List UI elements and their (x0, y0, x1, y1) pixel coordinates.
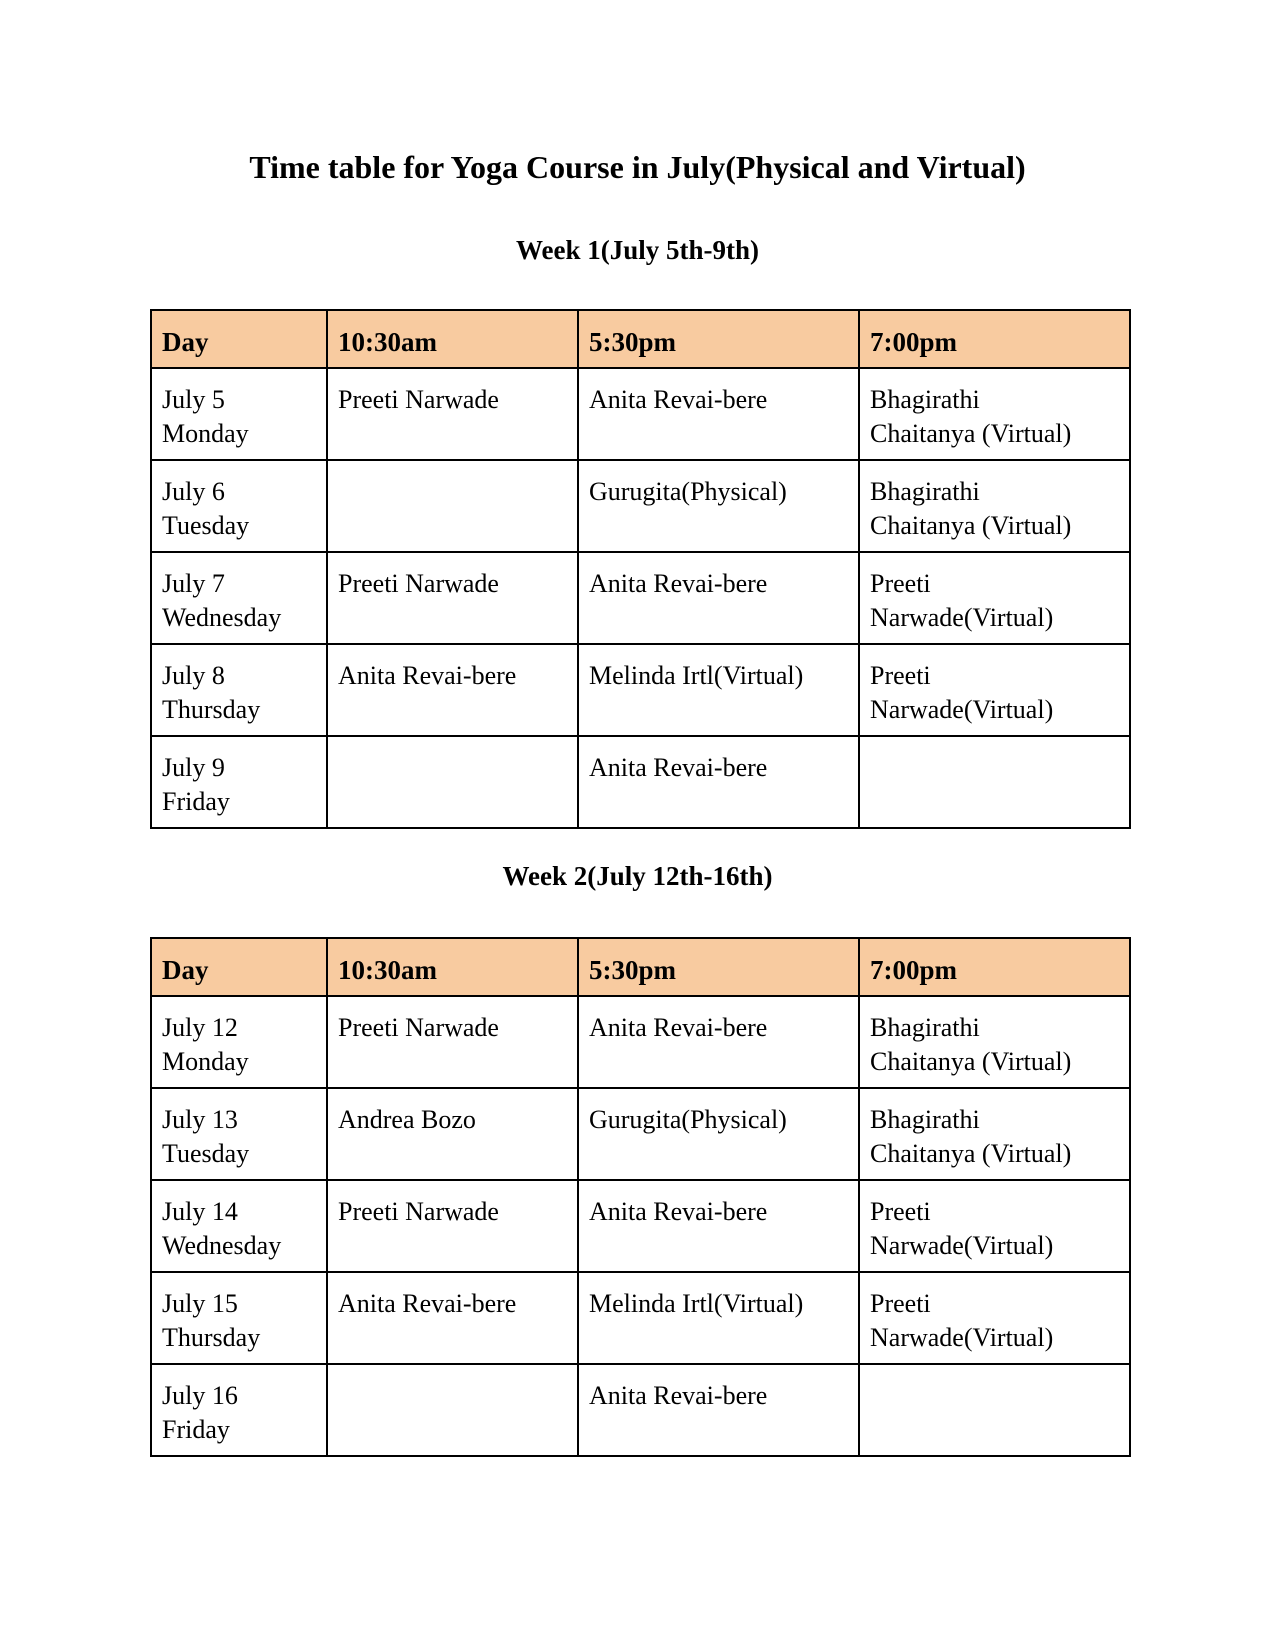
instructor-line-2: Narwade(Virtual) (870, 1231, 1054, 1260)
table-row (151, 736, 1130, 828)
weekday-label: Friday (162, 787, 230, 816)
weekday-label: Thursday (162, 695, 261, 724)
slot-700pm-cell (859, 460, 1130, 552)
table-row (151, 1180, 1130, 1272)
slot-1030am-cell: Anita Revai-bere (327, 1272, 578, 1364)
weekday-label: Friday (162, 1415, 230, 1444)
table-header (151, 310, 1130, 368)
header-row (151, 938, 1130, 996)
slot-1030am-cell: Andrea Bozo (327, 1088, 578, 1180)
slot-700pm-cell (859, 1088, 1130, 1180)
table-row (151, 996, 1130, 1088)
instructor-line-1: Preeti (870, 569, 931, 598)
day-cell (151, 736, 327, 828)
day-cell (151, 1180, 327, 1272)
slot-530pm-cell: Melinda Irtl(Virtual) (578, 644, 859, 736)
weekday-label: Tuesday (162, 1139, 250, 1168)
table-header (151, 938, 1130, 996)
header-1030am: 10:30am (327, 938, 578, 996)
table-row (151, 1272, 1130, 1364)
week-1-schedule-table (150, 309, 1131, 829)
day-cell (151, 552, 327, 644)
day-cell (151, 1364, 327, 1456)
slot-700pm-cell (859, 996, 1130, 1088)
day-cell (151, 460, 327, 552)
weekday-label: Wednesday (162, 1231, 282, 1260)
table-row (151, 552, 1130, 644)
weekday-label: Tuesday (162, 511, 250, 540)
date-label: July 15 (162, 1289, 238, 1318)
date-label: July 8 (162, 661, 225, 690)
day-cell (151, 1088, 327, 1180)
slot-1030am-cell (327, 1364, 578, 1456)
date-label: July 13 (162, 1105, 238, 1134)
slot-700pm-cell (859, 736, 1130, 828)
table-row (151, 368, 1130, 460)
date-label: July 9 (162, 753, 225, 782)
slot-1030am-cell: Anita Revai-bere (327, 644, 578, 736)
instructor-line-2: Chaitanya (Virtual) (870, 511, 1072, 540)
slot-530pm-cell: Gurugita(Physical) (578, 460, 859, 552)
week-2-schedule-table (150, 937, 1131, 1457)
weekday-label: Monday (162, 419, 249, 448)
slot-530pm-cell: Anita Revai-bere (578, 552, 859, 644)
day-cell (151, 368, 327, 460)
instructor-line-1: Bhagirathi (870, 385, 980, 414)
date-label: July 6 (162, 477, 225, 506)
slot-530pm-cell: Melinda Irtl(Virtual) (578, 1272, 859, 1364)
instructor-line-1: Bhagirathi (870, 1013, 980, 1042)
instructor-line-2: Chaitanya (Virtual) (870, 1047, 1072, 1076)
weekday-label: Wednesday (162, 603, 282, 632)
header-530pm: 5:30pm (578, 310, 859, 368)
slot-530pm-cell: Anita Revai-bere (578, 1364, 859, 1456)
slot-1030am-cell (327, 460, 578, 552)
instructor-line-2: Narwade(Virtual) (870, 1323, 1054, 1352)
slot-700pm-cell (859, 552, 1130, 644)
date-label: July 5 (162, 385, 225, 414)
slot-700pm-cell (859, 1272, 1130, 1364)
day-cell (151, 644, 327, 736)
instructor-line-1: Preeti (870, 661, 931, 690)
header-day: Day (151, 938, 327, 996)
table-row (151, 1088, 1130, 1180)
slot-530pm-cell: Anita Revai-bere (578, 368, 859, 460)
date-label: July 7 (162, 569, 225, 598)
header-1030am: 10:30am (327, 310, 578, 368)
slot-530pm-cell: Anita Revai-bere (578, 736, 859, 828)
instructor-line-1: Preeti (870, 1197, 931, 1226)
header-700pm: 7:00pm (859, 310, 1130, 368)
table-row (151, 644, 1130, 736)
weekday-label: Thursday (162, 1323, 261, 1352)
slot-530pm-cell: Gurugita(Physical) (578, 1088, 859, 1180)
day-cell (151, 1272, 327, 1364)
date-label: July 12 (162, 1013, 238, 1042)
instructor-line-2: Narwade(Virtual) (870, 695, 1054, 724)
week-2-title: Week 2(July 12th-16th) (502, 861, 773, 891)
weekday-label: Monday (162, 1047, 249, 1076)
week-1-title: Week 1(July 5th-9th) (516, 235, 759, 265)
instructor-line-2: Chaitanya (Virtual) (870, 1139, 1072, 1168)
slot-1030am-cell: Preeti Narwade (327, 996, 578, 1088)
date-label: July 16 (162, 1381, 238, 1410)
slot-1030am-cell: Preeti Narwade (327, 552, 578, 644)
date-label: July 14 (162, 1197, 238, 1226)
slot-700pm-cell (859, 644, 1130, 736)
instructor-line-2: Narwade(Virtual) (870, 603, 1054, 632)
table-row (151, 460, 1130, 552)
slot-700pm-cell (859, 1180, 1130, 1272)
day-cell (151, 996, 327, 1088)
instructor-line-1: Preeti (870, 1289, 931, 1318)
slot-700pm-cell (859, 368, 1130, 460)
table-row (151, 1364, 1130, 1456)
instructor-line-1: Bhagirathi (870, 477, 980, 506)
header-row (151, 310, 1130, 368)
slot-530pm-cell: Anita Revai-bere (578, 1180, 859, 1272)
slot-1030am-cell: Preeti Narwade (327, 1180, 578, 1272)
header-530pm: 5:30pm (578, 938, 859, 996)
slot-1030am-cell (327, 736, 578, 828)
slot-530pm-cell: Anita Revai-bere (578, 996, 859, 1088)
instructor-line-2: Chaitanya (Virtual) (870, 419, 1072, 448)
header-700pm: 7:00pm (859, 938, 1130, 996)
header-day: Day (151, 310, 327, 368)
instructor-line-1: Bhagirathi (870, 1105, 980, 1134)
slot-700pm-cell (859, 1364, 1130, 1456)
page-title: Time table for Yoga Course in July(Physical and Virtual) (249, 149, 1026, 185)
slot-1030am-cell: Preeti Narwade (327, 368, 578, 460)
